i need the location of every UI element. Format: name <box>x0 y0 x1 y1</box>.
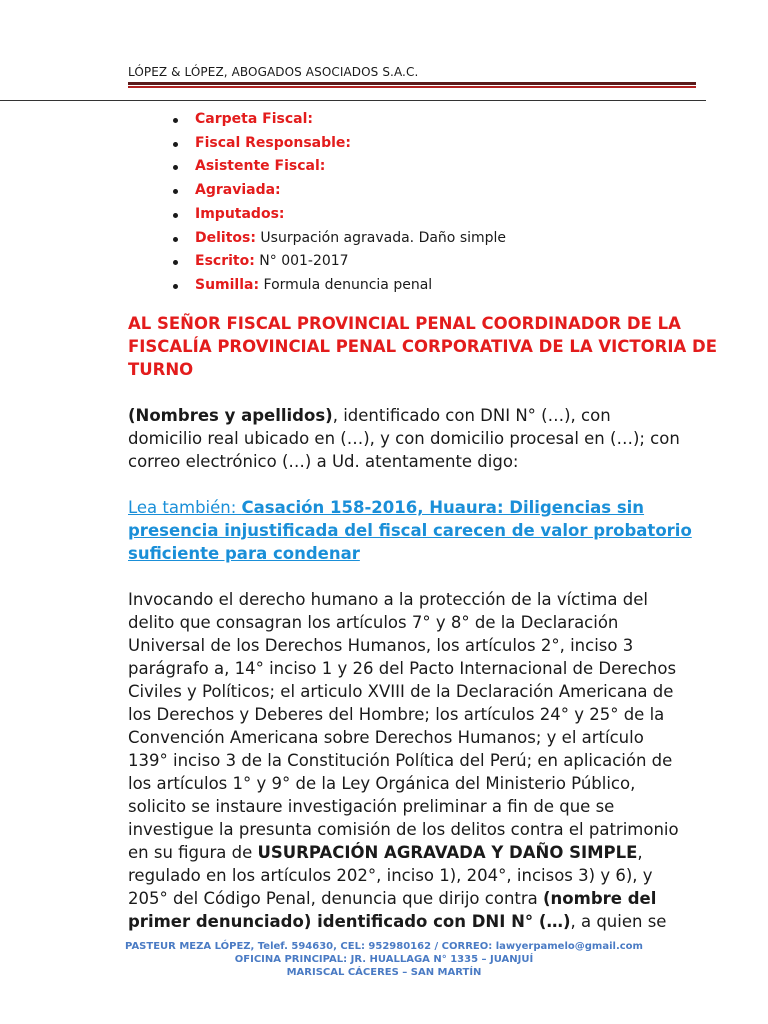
footer-location-line: MARISCAL CÁCERES – SAN MARTÍN <box>286 967 482 978</box>
field-label: Asistente Fiscal: <box>195 158 326 175</box>
addressee-heading: AL SEÑOR FISCAL PROVINCIAL PENAL COORDINADOR DE LA FISCALÍA PROVINCIAL PENAL CORPORATIVA DE LA VICTORIA DE TURNO <box>128 314 717 379</box>
field-sumilla <box>170 274 506 298</box>
field-label: Delitos: <box>195 229 256 246</box>
footer-office-line: OFICINA PRINCIPAL: JR. HUALLAGA N° 1335 – JUANJUÍ <box>234 954 534 965</box>
page-divider <box>0 100 706 101</box>
see-also-prefix: Lea también: <box>128 498 242 517</box>
letterhead-rule-red <box>128 86 696 88</box>
page-footer <box>0 940 768 979</box>
field-imputados <box>170 203 506 227</box>
crime-name: USURPACIÓN AGRAVADA Y DAÑO SIMPLE <box>257 843 638 862</box>
complainant-name-placeholder: (Nombres y apellidos) <box>128 406 333 425</box>
field-label: Fiscal Responsable: <box>195 134 352 151</box>
body-text-1: Invocando el derecho humano a la protección de la víctima del delito que consagran los artículos 7° y 8° de la Declaración Universal de los Derechos Humanos, los artículos 2°, inciso 3 parágrafo a, 14° inciso 1 y 26 del Pacto Internacional de Derechos Civiles y Políticos; el articulo XVIII de la Declaración Americana de los Derechos y Deberes del Hombre; los artículos 24° y 25° de la Convención Americana sobre Derechos Humanos; y el artículo 139° inciso 3 de la Constitución Política del Perú; en aplicación de los artículos 1° y 9° de la Ley Orgánica del Ministerio Público, solicito se instaure investigación preliminar a fin de que se investigue la presunta comisión de los delitos contra el patrimonio en su figura de <box>128 590 679 862</box>
field-delitos <box>170 227 506 251</box>
field-escrito <box>170 250 506 274</box>
field-carpeta-fiscal <box>170 108 506 132</box>
field-fiscal-responsable <box>170 132 506 156</box>
field-label: Escrito: <box>195 253 255 270</box>
footer-contact-line: PASTEUR MEZA LÓPEZ, Telef. 594630, CEL: 952980162 / CORREO: lawyerpamelo@gmail.com <box>125 941 643 952</box>
see-also-link[interactable] <box>128 496 708 565</box>
field-value: N° 001-2017 <box>259 253 349 270</box>
letterhead-firm-name: LÓPEZ & LÓPEZ, ABOGADOS ASOCIADOS S.A.C. <box>128 65 419 79</box>
field-label: Sumilla: <box>195 276 260 293</box>
field-label: Imputados: <box>195 205 285 222</box>
field-asistente-fiscal <box>170 155 506 179</box>
body-paragraph <box>128 588 688 933</box>
defendant-placeholder: (nombre del primer denunciado) identificado con DNI N° (…) <box>128 889 657 931</box>
intro-text: , identificado con DNI N° (…), con domicilio real ubicado en (…), y con domicilio procesal en (…); con correo electrónico (…) a Ud. atentamente digo: <box>128 406 680 471</box>
letterhead-rule-dark <box>128 82 696 85</box>
case-fields-list <box>170 108 506 298</box>
field-value: Usurpación agravada. Daño simple <box>260 229 507 246</box>
field-label: Agraviada: <box>195 182 281 199</box>
body-text-3: , a quien se <box>570 912 667 931</box>
field-value: Formula denuncia penal <box>263 276 433 293</box>
see-also-title: Casación 158-2016, Huaura: Diligencias sin presencia injustificada del fiscal carecen de valor probatorio suficiente para condenar <box>128 498 692 563</box>
field-label: Carpeta Fiscal: <box>195 111 313 127</box>
field-agraviada <box>170 179 506 203</box>
body-text-2: , regulado en los artículos 202°, inciso 1), 204°, incisos 3) y 6), y 205° del Código Penal, denuncia que dirijo contra <box>128 843 653 908</box>
intro-paragraph <box>128 404 688 473</box>
